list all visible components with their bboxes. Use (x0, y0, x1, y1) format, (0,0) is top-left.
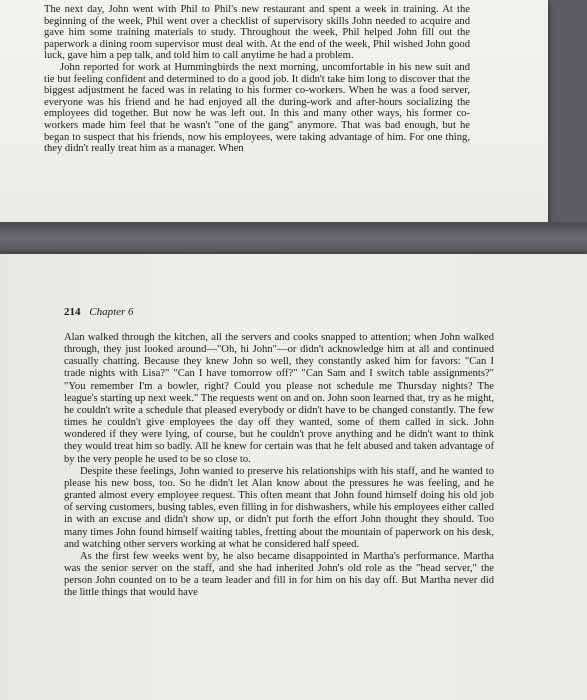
top-page-text (44, 4, 470, 155)
paragraph: John reported for work at Hummingbirds the next morning, uncomfortable in his new suit and tie but feeling confident and determined to do a good job. It didn't take him long to discover that the biggest adjustment he faced was in relating to his former co-workers. When he was a food server, everyone was his friend and he had enjoyed all the during-work and after-hours socializing the employees did together. But now he was left out. In this and many other ways, his former co-workers made him feel that he wasn't "one of the gang" anymore. That was bad enough, but he began to suspect that his friends, now his employees, were taking advantage of him. For one thing, they didn't really treat him as a manager. When (44, 61, 470, 155)
top-page (0, 0, 548, 222)
paragraph: The next day, John went with Phil to Phil's new restaurant and spent a week in training. At the beginning of the week, Phil went over a checklist of supervisory skills John needed to acquire and gave him some training materials to study. Throughout the week, Phil helped John fill out the paperwork a dining room supervisor must deal with. At the end of the week, Phil wished John good luck, gave him a pep talk, and told him to call anytime he had a problem. (44, 4, 470, 62)
paragraph: As the first few weeks went by, he also became disappointed in Martha's performance. Martha was the senior server on the staff, and she had inherited John's old role as the "head server," the person John counted on to be a team leader and fill in for him on his day off. But Martha never did the little things that would have (64, 550, 494, 599)
page-number: 214 (64, 306, 81, 318)
running-header (64, 306, 587, 318)
bottom-page-text (64, 332, 494, 599)
paragraph: Alan walked through the kitchen, all the servers and cooks snapped to attention; when John walked through, they just looked around—"Oh, hi John"—or didn't acknowledge him at all and continued casually chatting. Because they knew John so well, they constantly asked him for favors: "Can I trade nights with Lisa?" "Can I have tomorrow off?" "Can Sam and I switch table assignments?" "You remember I'm a bowler, right? Could you please not schedule me Thursday nights? The league's starting up next week." The requests went on and on. John soon learned that, try as he might, he couldn't write a schedule that pleased everybody or didn't have to be changed constantly. The few times he couldn't give employees the day off they wanted, some of them called in sick. John wondered if they were lying, of course, but he couldn't prove anything and he didn't want to think they would treat him so badly. All he knew for certain was that he felt abused and taken advantage of by the very people he used to be so close to. (64, 332, 494, 465)
paragraph: Despite these feelings, John wanted to preserve his relationships with his staff, and he wanted to please his new boss, too. So he didn't let Alan know about the pressures he was feeling, and he granted almost every employee request. This often meant that John found himself doing his old job of serving customers, busing tables, even filling in for dishwashers, while his employees either called in with an excuse and didn't show up, or didn't put forth the effort John thought they should. Too many times John found himself waiting tables, fretting about the mountain of paperwork on his desk, and watching other servers working at what he considered half speed. (64, 465, 494, 550)
bottom-page (0, 254, 587, 700)
chapter-label: Chapter 6 (89, 306, 134, 318)
page-gap (0, 222, 587, 254)
